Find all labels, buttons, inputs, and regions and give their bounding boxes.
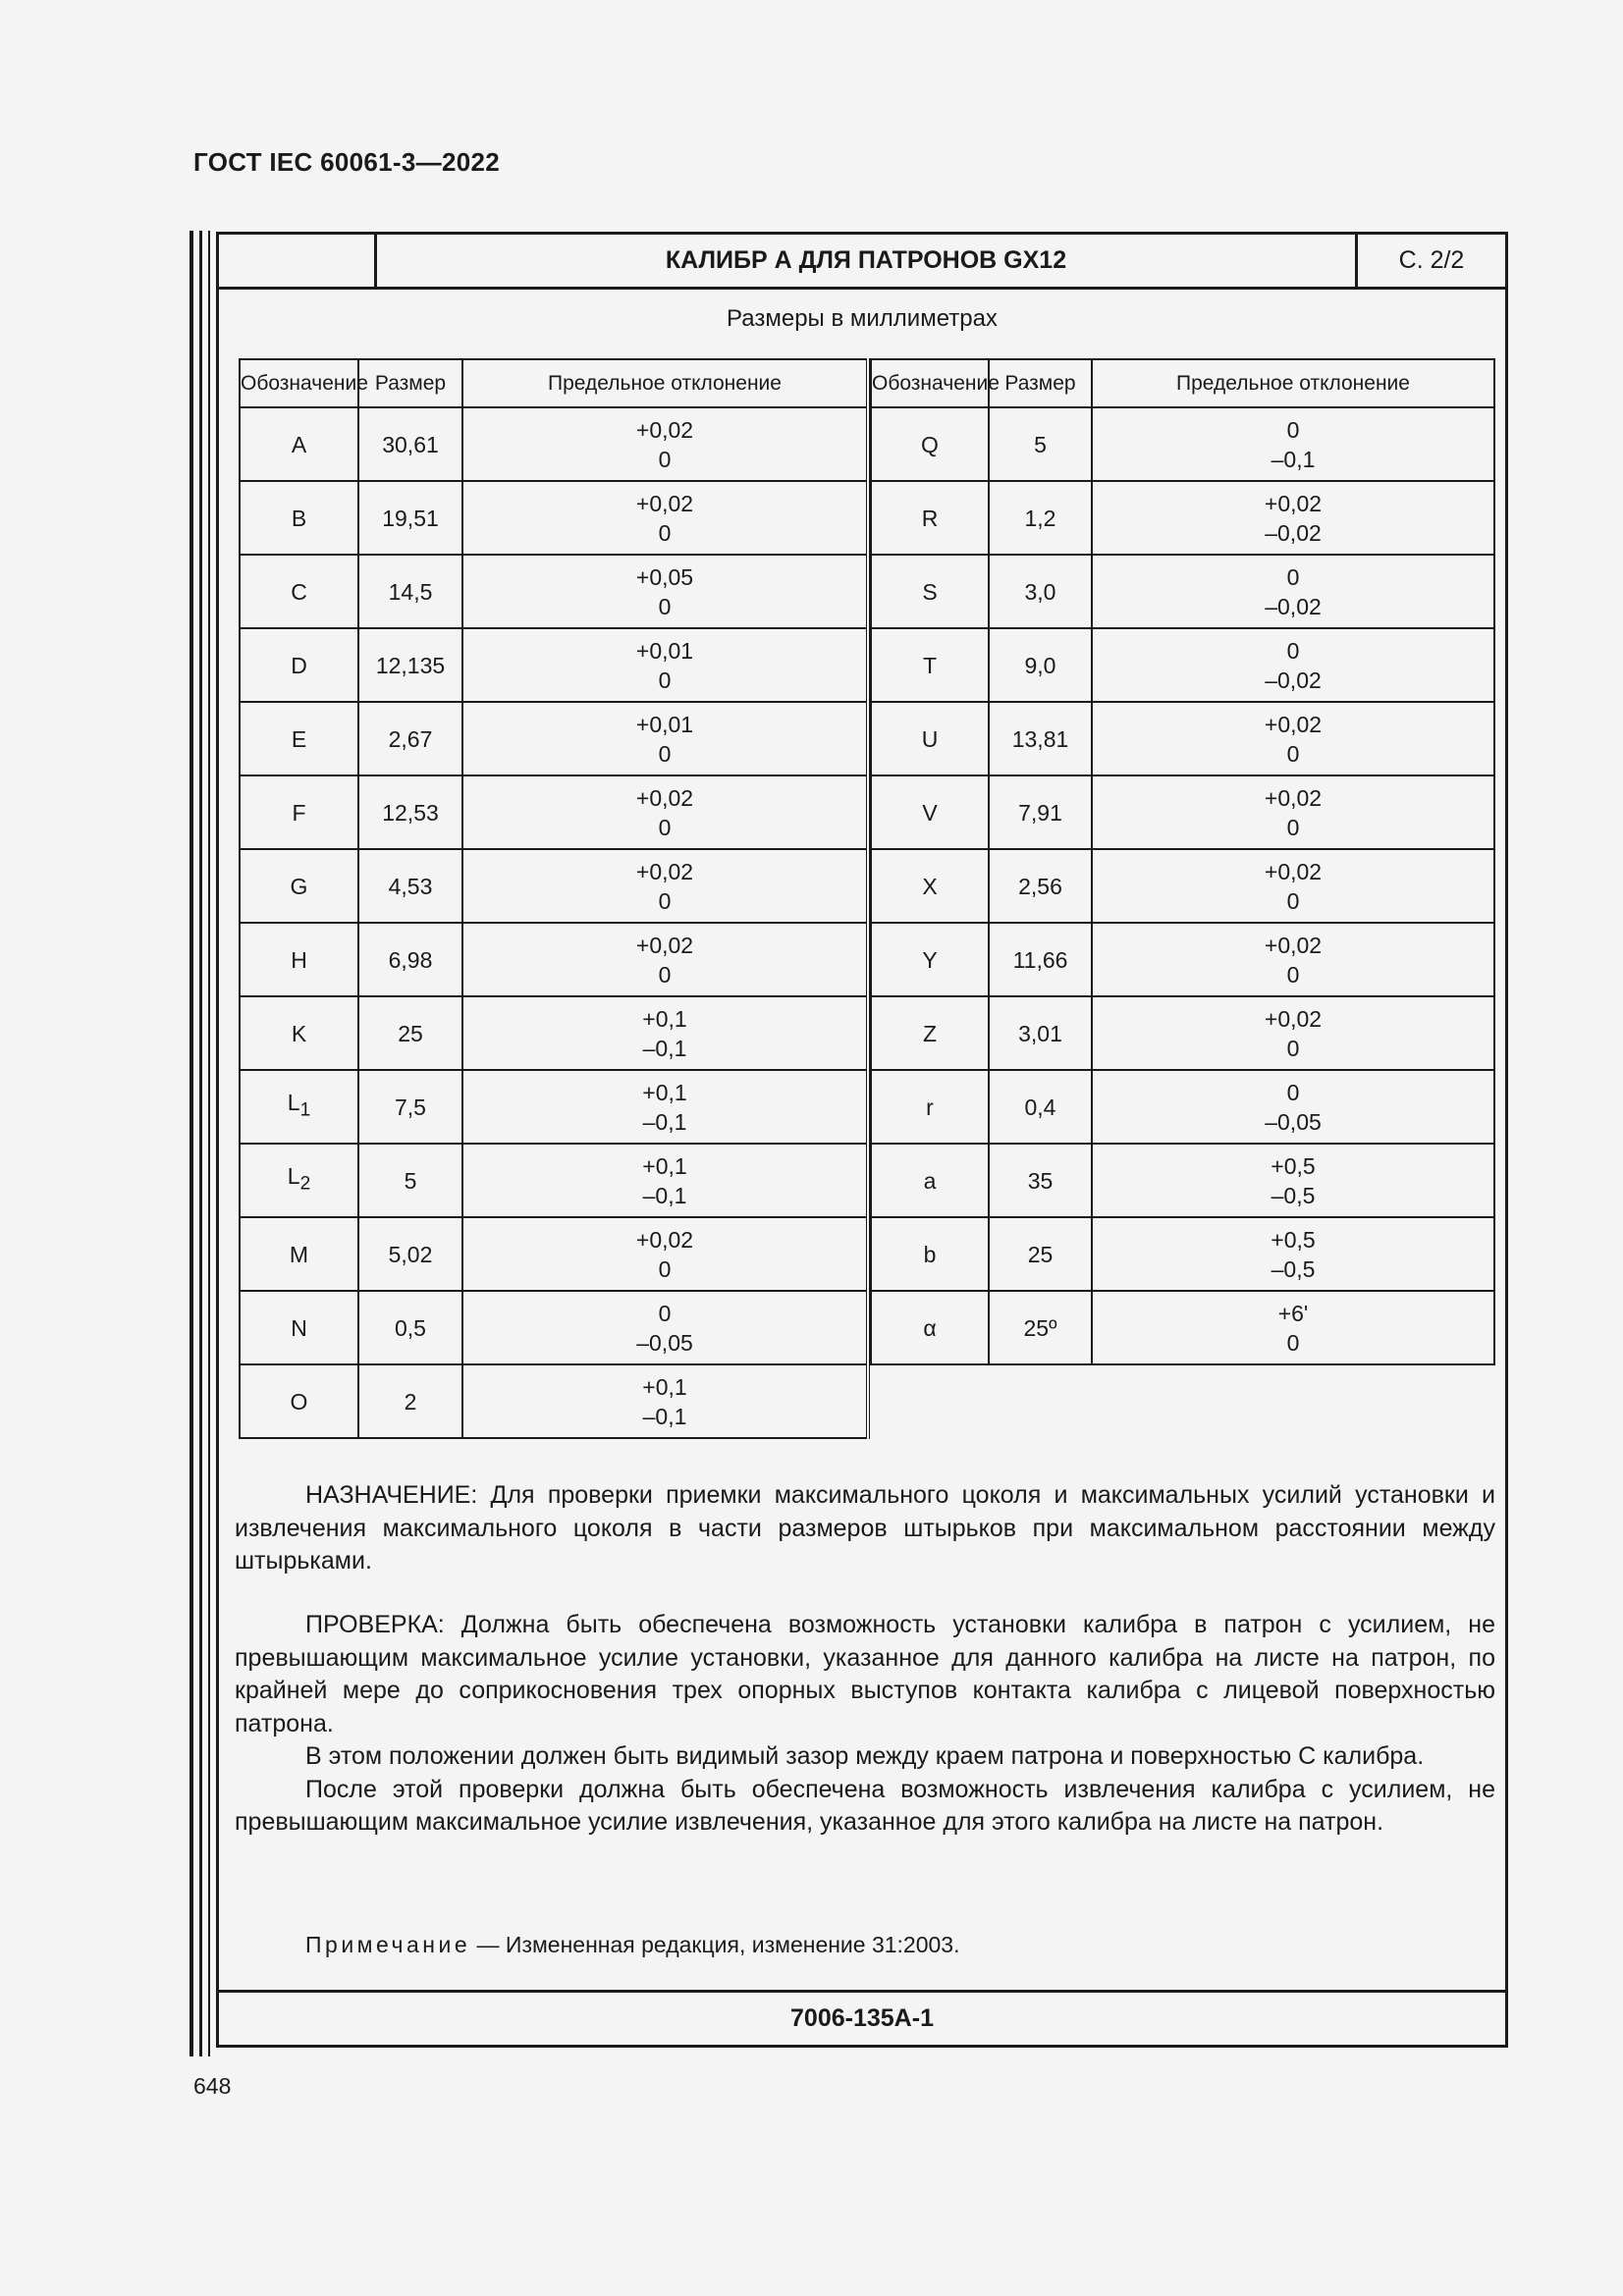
symbol-cell bbox=[240, 702, 358, 775]
size-cell: 1,2 bbox=[989, 481, 1092, 555]
lower-deviation: 0 bbox=[658, 887, 672, 914]
symbol-cell bbox=[871, 775, 989, 849]
upper-deviation: 0 bbox=[1286, 563, 1300, 590]
deviation-cell bbox=[1092, 628, 1494, 702]
table-row bbox=[240, 775, 868, 849]
deviation-cell bbox=[462, 1217, 868, 1291]
table-row bbox=[240, 849, 868, 923]
symbol-cell bbox=[871, 1144, 989, 1217]
table-row bbox=[240, 1217, 868, 1291]
table-body-left bbox=[240, 407, 868, 1438]
symbol-text: D bbox=[291, 652, 307, 678]
symbol-text: a bbox=[923, 1167, 937, 1194]
table-body-right bbox=[871, 407, 1494, 1364]
column-header: Размер bbox=[358, 359, 462, 407]
sheet-page-label: С. 2/2 bbox=[1398, 246, 1465, 274]
symbol-cell bbox=[871, 996, 989, 1070]
table-row bbox=[240, 628, 868, 702]
column-header: Обозначение bbox=[240, 359, 358, 407]
size-cell: 2,67 bbox=[358, 702, 462, 775]
deviation-cell bbox=[1092, 1217, 1494, 1291]
size-cell: 6,98 bbox=[358, 923, 462, 996]
table-row bbox=[240, 481, 868, 555]
table-row bbox=[871, 407, 1494, 481]
size-cell: 5 bbox=[358, 1144, 462, 1217]
size-cell: 7,5 bbox=[358, 1070, 462, 1144]
table-row bbox=[871, 849, 1494, 923]
symbol-text: K bbox=[291, 1020, 307, 1046]
table-row bbox=[871, 996, 1494, 1070]
symbol-cell bbox=[240, 775, 358, 849]
lower-deviation: –0,1 bbox=[1271, 446, 1316, 472]
lower-deviation: 0 bbox=[658, 1255, 672, 1282]
sheet-title: КАЛИБР А ДЛЯ ПАТРОНОВ GX12 bbox=[377, 235, 1358, 287]
symbol-cell bbox=[871, 407, 989, 481]
table-row bbox=[871, 481, 1494, 555]
table-row bbox=[240, 1291, 868, 1364]
symbol-text: C bbox=[291, 578, 307, 605]
symbol-text: U bbox=[921, 725, 939, 752]
upper-deviation: +0,02 bbox=[1264, 858, 1323, 884]
lower-deviation: –0,1 bbox=[642, 1403, 687, 1429]
symbol-text: M bbox=[289, 1241, 309, 1267]
symbol-text: E bbox=[291, 725, 307, 752]
symbol-text: R bbox=[921, 505, 939, 531]
size-cell: 9,0 bbox=[989, 628, 1092, 702]
upper-deviation: 0 bbox=[658, 1300, 672, 1326]
lower-deviation: 0 bbox=[1286, 740, 1300, 767]
symbol-cell bbox=[240, 1364, 358, 1438]
deviation-cell bbox=[462, 1070, 868, 1144]
upper-deviation: +0,1 bbox=[642, 1152, 687, 1179]
lower-deviation: –0,1 bbox=[642, 1182, 687, 1208]
sheet-code: 7006-135A-1 bbox=[219, 1990, 1505, 2045]
size-cell: 5 bbox=[989, 407, 1092, 481]
upper-deviation: 0 bbox=[1286, 416, 1300, 443]
upper-deviation: +0,02 bbox=[1264, 711, 1323, 737]
upper-deviation: +0,02 bbox=[635, 416, 694, 443]
symbol-cell bbox=[240, 628, 358, 702]
table-row bbox=[871, 1291, 1494, 1364]
symbol-text: G bbox=[290, 873, 308, 899]
symbol-cell bbox=[240, 1070, 358, 1144]
size-cell: 2 bbox=[358, 1364, 462, 1438]
size-cell: 30,61 bbox=[358, 407, 462, 481]
margin-bar bbox=[208, 231, 210, 2056]
symbol-text: Z bbox=[922, 1020, 938, 1046]
symbol-cell bbox=[871, 1217, 989, 1291]
dimensions-table-right bbox=[870, 358, 1495, 1365]
deviation-cell bbox=[1092, 481, 1494, 555]
symbol-cell bbox=[871, 555, 989, 628]
sheet-frame bbox=[216, 232, 1508, 2048]
symbol-text: Y bbox=[922, 946, 938, 973]
upper-deviation: +0,02 bbox=[635, 1226, 694, 1253]
deviation-cell bbox=[462, 849, 868, 923]
symbol-text: b bbox=[923, 1241, 937, 1267]
lower-deviation: 0 bbox=[1286, 887, 1300, 914]
symbol-cell bbox=[240, 849, 358, 923]
check-paragraph: После этой проверки должна быть обеспечена возможность извлечения калибра с усилием, не превышающим максимальное усилие извлечения, указанное для этого калибра на листе на патрон. bbox=[235, 1775, 1495, 1836]
symbol-text: α bbox=[923, 1314, 937, 1341]
units-caption: Размеры в миллиметрах bbox=[727, 305, 998, 332]
purpose-section bbox=[235, 1479, 1495, 1578]
size-cell: 3,01 bbox=[989, 996, 1092, 1070]
deviation-cell bbox=[1092, 1144, 1494, 1217]
size-cell: 0,4 bbox=[989, 1070, 1092, 1144]
upper-deviation: +0,01 bbox=[635, 637, 694, 664]
table-row bbox=[871, 555, 1494, 628]
deviation-cell bbox=[1092, 1070, 1494, 1144]
table-row bbox=[871, 775, 1494, 849]
title-row bbox=[219, 235, 1505, 290]
lower-deviation: 0 bbox=[1286, 814, 1300, 840]
check-paragraph: ПРОВЕРКА: Должна быть обеспечена возможность установки калибра в патрон с усилием, не превышающим максимальное усилие установки, указанное для данного калибра на листе на патрон, по крайней мере до соприкосновения трех опорных выступов контакта калибра с лицевой поверхностью патрона. bbox=[235, 1611, 1495, 1737]
lower-deviation: –0,05 bbox=[1265, 1108, 1322, 1135]
symbol-text: F bbox=[292, 799, 306, 826]
size-cell: 3,0 bbox=[989, 555, 1092, 628]
table-row bbox=[240, 996, 868, 1070]
symbol-cell bbox=[240, 1217, 358, 1291]
symbol-cell bbox=[871, 923, 989, 996]
table-header-row bbox=[871, 359, 1494, 407]
table-header-row bbox=[240, 359, 868, 407]
deviation-cell bbox=[1092, 555, 1494, 628]
column-header: Предельное отклонение bbox=[462, 359, 868, 407]
size-cell: 4,53 bbox=[358, 849, 462, 923]
upper-deviation: +0,5 bbox=[1271, 1152, 1316, 1179]
symbol-text: L bbox=[287, 1163, 300, 1190]
document-header: ГОСТ IEC 60061-3—2022 bbox=[193, 147, 500, 177]
deviation-cell bbox=[462, 407, 868, 481]
symbol-cell bbox=[871, 1070, 989, 1144]
lower-deviation: –0,5 bbox=[1271, 1182, 1316, 1208]
size-cell: 5,02 bbox=[358, 1217, 462, 1291]
deviation-cell bbox=[1092, 849, 1494, 923]
table-row bbox=[871, 702, 1494, 775]
symbol-text: O bbox=[290, 1388, 308, 1415]
page-number: 648 bbox=[193, 2073, 232, 2099]
column-header: Обозначение bbox=[871, 359, 989, 407]
lower-deviation: 0 bbox=[658, 667, 672, 693]
symbol-text: H bbox=[291, 946, 307, 973]
deviation-cell bbox=[1092, 775, 1494, 849]
lower-deviation: 0 bbox=[1286, 1035, 1300, 1061]
note bbox=[305, 1932, 960, 1958]
symbol-subscript: 2 bbox=[299, 1173, 311, 1195]
purpose-paragraph: НАЗНАЧЕНИЕ: Для проверки приемки максимального цоколя и максимальных усилий установки и извлечения максимального цоколя в части размеров штырьков при максимальном расстоянии между штырьками. bbox=[235, 1481, 1495, 1575]
margin-bar bbox=[199, 231, 202, 2056]
size-cell: 14,5 bbox=[358, 555, 462, 628]
lower-deviation: 0 bbox=[658, 814, 672, 840]
table-row bbox=[240, 1144, 868, 1217]
upper-deviation: 0 bbox=[1286, 1079, 1300, 1105]
symbol-cell bbox=[240, 996, 358, 1070]
deviation-cell bbox=[1092, 702, 1494, 775]
table-row bbox=[871, 1217, 1494, 1291]
deviation-cell bbox=[462, 775, 868, 849]
check-section bbox=[235, 1609, 1495, 1840]
deviation-cell bbox=[462, 996, 868, 1070]
size-cell: 25 bbox=[358, 996, 462, 1070]
upper-deviation: +0,01 bbox=[635, 711, 694, 737]
lower-deviation: 0 bbox=[658, 446, 672, 472]
lower-deviation: 0 bbox=[1286, 1329, 1300, 1356]
symbol-cell bbox=[240, 923, 358, 996]
lower-deviation: –0,5 bbox=[1271, 1255, 1316, 1282]
table-row bbox=[240, 407, 868, 481]
lower-deviation: –0,02 bbox=[1265, 667, 1322, 693]
deviation-cell bbox=[462, 702, 868, 775]
size-cell: 35 bbox=[989, 1144, 1092, 1217]
lower-deviation: –0,1 bbox=[642, 1035, 687, 1061]
upper-deviation: +0,02 bbox=[635, 784, 694, 811]
lower-deviation: 0 bbox=[658, 519, 672, 546]
lower-deviation: 0 bbox=[658, 593, 672, 619]
upper-deviation: +0,02 bbox=[1264, 1005, 1323, 1032]
margin-bar bbox=[189, 231, 193, 2056]
lower-deviation: –0,02 bbox=[1265, 593, 1322, 619]
lower-deviation: 0 bbox=[658, 961, 672, 988]
deviation-cell bbox=[462, 555, 868, 628]
size-cell: 0,5 bbox=[358, 1291, 462, 1364]
symbol-subscript: 1 bbox=[299, 1099, 311, 1121]
deviation-cell bbox=[462, 1364, 868, 1438]
table-row bbox=[871, 1070, 1494, 1144]
symbol-cell bbox=[871, 481, 989, 555]
note-text: — Измененная редакция, изменение 31:2003. bbox=[470, 1932, 960, 1957]
lower-deviation: –0,05 bbox=[636, 1329, 693, 1356]
symbol-text: N bbox=[291, 1314, 307, 1341]
upper-deviation: +0,02 bbox=[635, 490, 694, 516]
symbol-text: B bbox=[291, 505, 307, 531]
table-row bbox=[240, 702, 868, 775]
symbol-text: L bbox=[287, 1090, 300, 1116]
deviation-cell bbox=[1092, 996, 1494, 1070]
deviation-cell bbox=[462, 923, 868, 996]
size-cell: 19,51 bbox=[358, 481, 462, 555]
lower-deviation: 0 bbox=[1286, 961, 1300, 988]
size-cell: 12,135 bbox=[358, 628, 462, 702]
table-row bbox=[871, 1144, 1494, 1217]
deviation-cell bbox=[462, 481, 868, 555]
check-paragraph: В этом положении должен быть видимый зазор между краем патрона и поверхностью С калибра. bbox=[305, 1742, 1425, 1770]
upper-deviation: +0,02 bbox=[635, 932, 694, 958]
upper-deviation: +0,02 bbox=[1264, 784, 1323, 811]
symbol-text: S bbox=[922, 578, 938, 605]
symbol-cell bbox=[240, 481, 358, 555]
upper-deviation: +0,5 bbox=[1271, 1226, 1316, 1253]
table-row bbox=[240, 1364, 868, 1438]
upper-deviation: +6' bbox=[1277, 1300, 1309, 1326]
size-cell: 25 bbox=[989, 1217, 1092, 1291]
upper-deviation: +0,1 bbox=[642, 1005, 687, 1032]
symbol-text: r bbox=[926, 1094, 934, 1120]
size-cell: 11,66 bbox=[989, 923, 1092, 996]
upper-deviation: +0,1 bbox=[642, 1079, 687, 1105]
symbol-text: T bbox=[922, 652, 938, 678]
deviation-cell bbox=[1092, 923, 1494, 996]
symbol-text: Q bbox=[921, 431, 939, 457]
symbol-cell bbox=[871, 702, 989, 775]
symbol-cell bbox=[871, 628, 989, 702]
symbol-text: X bbox=[922, 873, 938, 899]
size-cell: 12,53 bbox=[358, 775, 462, 849]
symbol-cell bbox=[240, 1291, 358, 1364]
size-cell: 7,91 bbox=[989, 775, 1092, 849]
table-row bbox=[871, 628, 1494, 702]
upper-deviation: 0 bbox=[1286, 637, 1300, 664]
symbol-cell bbox=[240, 555, 358, 628]
symbol-text: A bbox=[291, 431, 307, 457]
table-row bbox=[240, 555, 868, 628]
symbol-cell bbox=[240, 1144, 358, 1217]
column-header: Размер bbox=[989, 359, 1092, 407]
table-row bbox=[240, 1070, 868, 1144]
upper-deviation: +0,1 bbox=[642, 1373, 687, 1400]
upper-deviation: +0,02 bbox=[1264, 490, 1323, 516]
table-row bbox=[240, 923, 868, 996]
lower-deviation: –0,02 bbox=[1265, 519, 1322, 546]
upper-deviation: +0,02 bbox=[635, 858, 694, 884]
note-label: Примечание bbox=[305, 1932, 471, 1957]
symbol-text: V bbox=[922, 799, 938, 826]
size-cell: 25º bbox=[989, 1291, 1092, 1364]
symbol-cell bbox=[871, 849, 989, 923]
symbol-cell bbox=[871, 1291, 989, 1364]
table-row bbox=[871, 923, 1494, 996]
lower-deviation: –0,1 bbox=[642, 1108, 687, 1135]
deviation-cell bbox=[462, 628, 868, 702]
deviation-cell bbox=[462, 1291, 868, 1364]
size-cell: 2,56 bbox=[989, 849, 1092, 923]
upper-deviation: +0,05 bbox=[635, 563, 694, 590]
dimensions-table-left bbox=[239, 358, 870, 1439]
title-empty-cell bbox=[219, 235, 377, 287]
column-header: Предельное отклонение bbox=[1092, 359, 1494, 407]
deviation-cell bbox=[462, 1144, 868, 1217]
symbol-cell bbox=[240, 407, 358, 481]
size-cell: 13,81 bbox=[989, 702, 1092, 775]
lower-deviation: 0 bbox=[658, 740, 672, 767]
deviation-cell bbox=[1092, 407, 1494, 481]
upper-deviation: +0,02 bbox=[1264, 932, 1323, 958]
deviation-cell bbox=[1092, 1291, 1494, 1364]
